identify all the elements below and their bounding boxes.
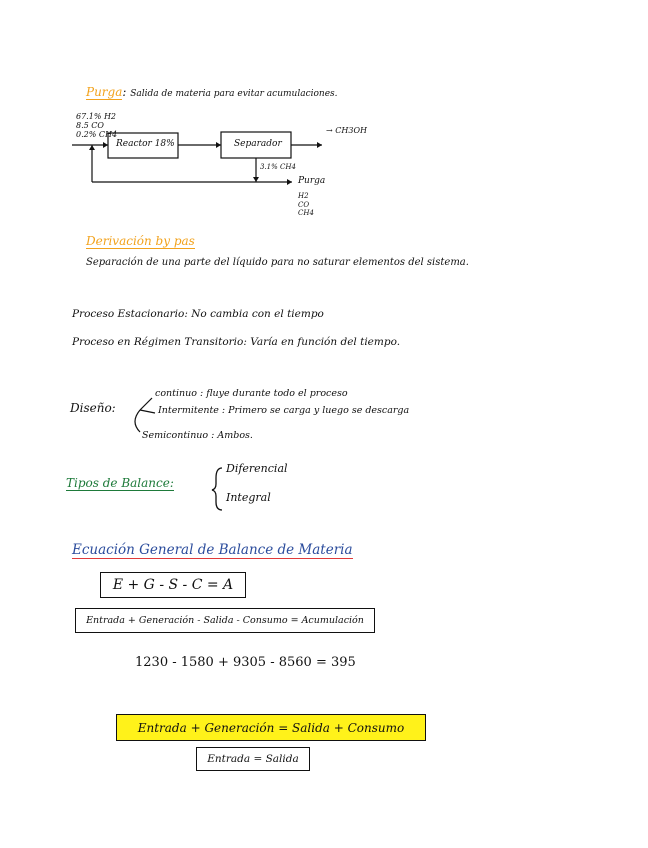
process-transitory: Proceso en Régimen Transitorio: Varía en función del tiempo. <box>72 336 401 348</box>
branch-intermitente <box>140 410 155 413</box>
separator-label: Separador <box>234 139 282 149</box>
purge-component-h2: H2 <box>298 192 309 200</box>
design-continuo: continuo : fluye durante todo el proceso <box>155 388 348 399</box>
recycle-down-arrow-icon <box>253 177 259 182</box>
balance-type-integral: Integral <box>226 491 271 504</box>
design-semicontinuo: Semicontinuo : Ambos. <box>142 430 253 441</box>
product-label-text: CH3OH <box>335 126 367 135</box>
equation-title: Ecuación General de Balance de Materia <box>72 542 353 558</box>
equation-long-box: Entrada + Generación - Salida - Consumo = Acumulación <box>75 608 375 633</box>
purge-label: Purga <box>298 176 326 186</box>
branch-continuo <box>140 398 152 410</box>
product-label: → CH3OH <box>326 126 367 135</box>
inlet-labels <box>76 112 117 139</box>
split-label: 3.1% CH4 <box>260 163 296 171</box>
separator-arrow-icon <box>216 142 221 148</box>
bypass-definition: Separación de una parte del líquido para no saturar elementos del sistema. <box>86 257 469 268</box>
inlet-arrow-icon <box>103 142 108 148</box>
process-stationary: Proceso Estacionario: No cambia con el tiempo <box>72 308 324 320</box>
equation-simple-box: Entrada = Salida <box>196 747 310 771</box>
purga-section: Purga: Salida de materia para evitar acumulaciones. <box>86 85 338 99</box>
balance-title: Tipos de Balance: <box>66 476 174 490</box>
purge-component-co: CO <box>298 200 310 209</box>
product-arrow-icon <box>317 142 322 148</box>
reactor-label: Reactor 18% <box>116 139 175 149</box>
recycle-up-arrow-icon <box>89 145 95 150</box>
equation-short-box: E + G - S - C = A <box>100 572 246 598</box>
balance-brace <box>212 468 222 510</box>
bypass-title: Derivación by pas <box>86 234 195 248</box>
inlet-label-co: 8.5 CO <box>76 121 104 130</box>
design-intermitente: Intermitente : Primero se carga y luego se descarga <box>158 405 410 416</box>
branch-semicontinuo <box>135 410 140 432</box>
purge-arrow-icon <box>287 179 292 185</box>
balance-type-diferencial: Diferencial <box>226 462 288 475</box>
inlet-label-h2: 67.1% H2 <box>76 112 117 121</box>
purga-definition: Salida de materia para evitar acumulaciones. <box>130 89 338 99</box>
purge-component-ch4: CH4 <box>298 209 314 217</box>
purga-title: Purga <box>86 85 123 99</box>
inlet-label-ch4: 0.2% CH4 <box>76 130 118 139</box>
equation-steady-box: Entrada + Generación = Salida + Consumo <box>116 714 426 741</box>
purge-components <box>298 192 314 218</box>
design-label: Diseño: <box>70 401 116 415</box>
equation-example: 1230 - 1580 + 9305 - 8560 = 395 <box>135 655 356 670</box>
